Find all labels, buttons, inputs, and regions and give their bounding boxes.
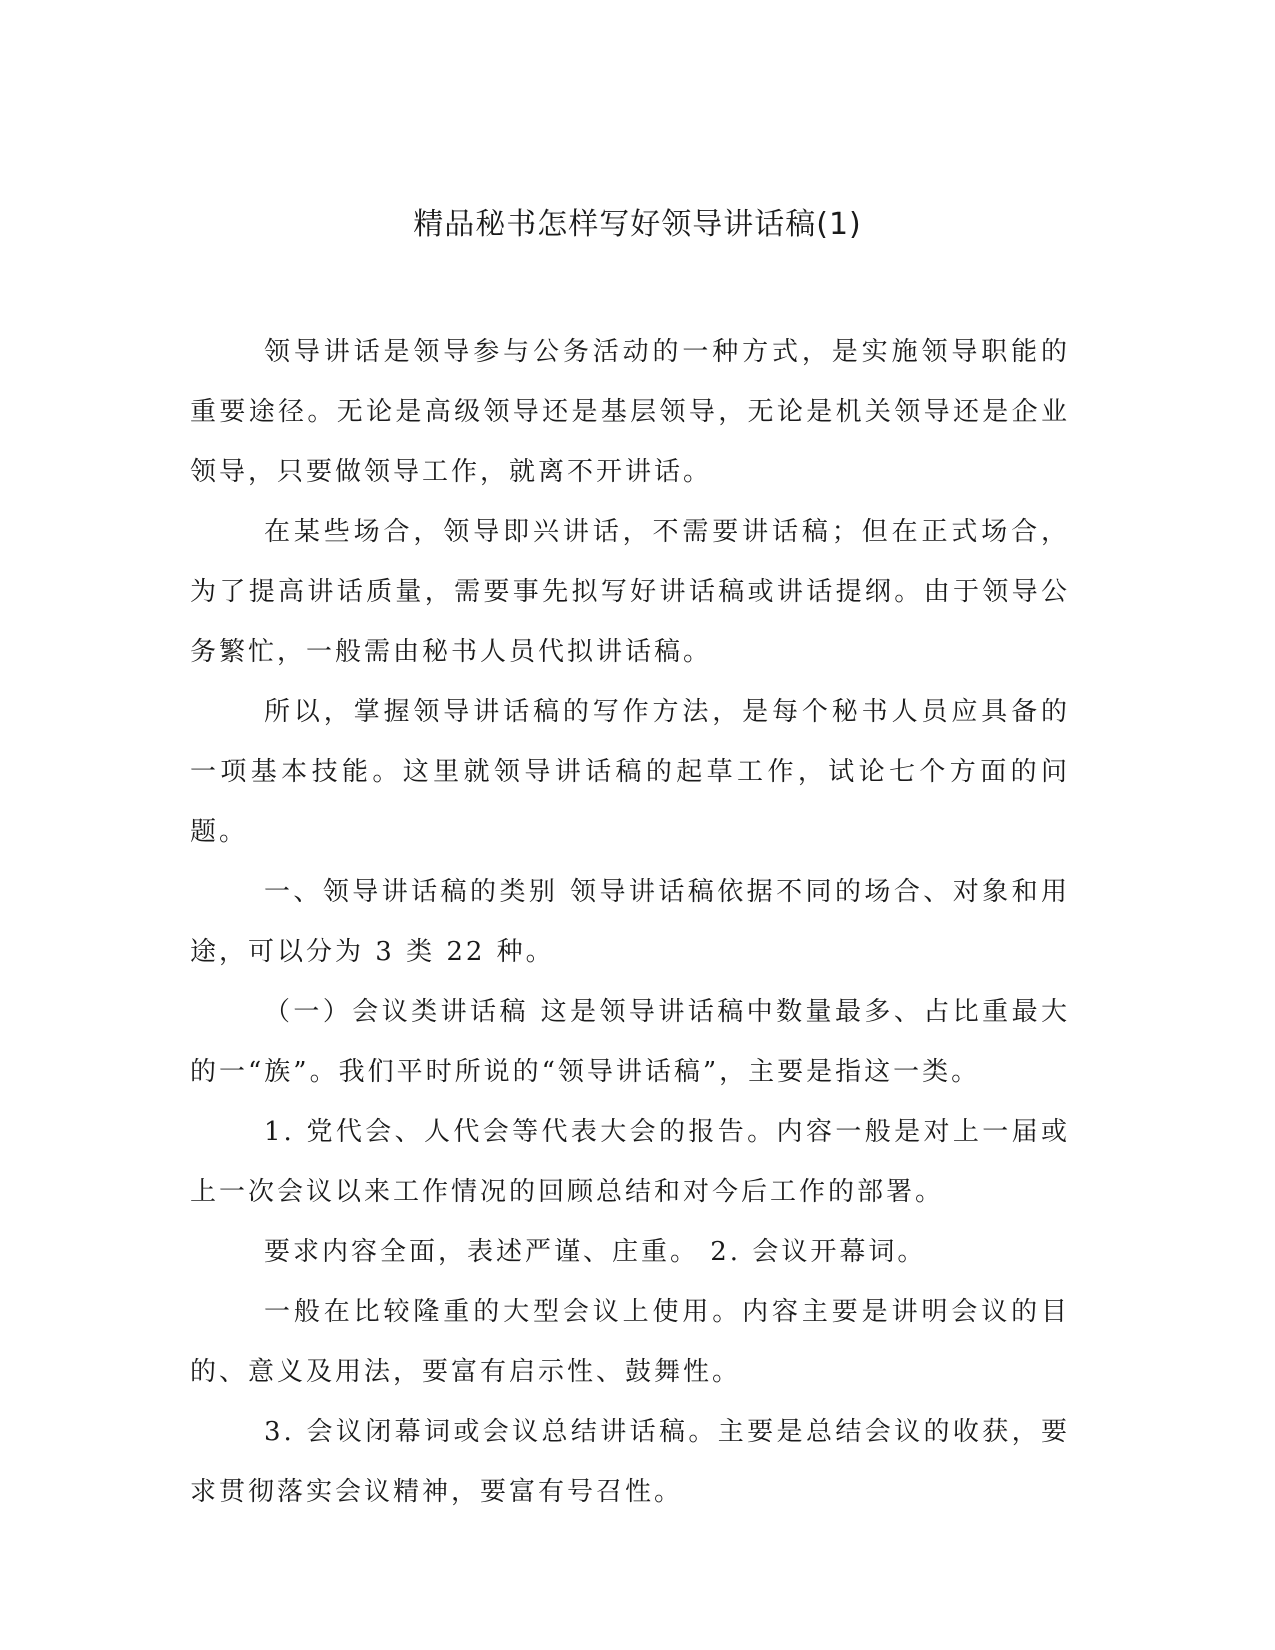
paragraph-2: 在某些场合，领导即兴讲话，不需要讲话稿；但在正式场合，为了提高讲话质量，需要事先拟写好讲话稿或讲话提纲。由于领导公务繁忙，一般需由秘书人员代拟讲话稿。 [190,517,1070,667]
document-title: 精品秘书怎样写好领导讲话稿(1) [413,207,862,242]
document-body [190,322,1070,1522]
paragraph-9: 3. 会议闭幕词或会议总结讲话稿。主要是总结会议的收获，要求贯彻落实会议精神，要富有号召性。 [190,1417,1070,1507]
paragraph-3: 所以，掌握领导讲话稿的写作方法，是每个秘书人员应具备的一项基本技能。这里就领导讲话稿的起草工作，试论七个方面的问题。 [190,697,1070,847]
paragraph-1: 领导讲话是领导参与公务活动的一种方式，是实施领导职能的重要途径。无论是高级领导还是基层领导，无论是机关领导还是企业领导，只要做领导工作，就离不开讲话。 [190,337,1070,487]
paragraph-5: （一）会议类讲话稿 这是领导讲话稿中数量最多、占比重最大的一“族”。我们平时所说的“领导讲话稿”，主要是指这一类。 [190,997,1070,1087]
paragraph-8: 一般在比较隆重的大型会议上使用。内容主要是讲明会议的目的、意义及用法，要富有启示性、鼓舞性。 [190,1297,1070,1387]
paragraph-7: 要求内容全面，表述严谨、庄重。 2. 会议开幕词。 [264,1237,927,1267]
paragraph-6: 1. 党代会、人代会等代表大会的报告。内容一般是对上一届或上一次会议以来工作情况的回顾总结和对今后工作的部署。 [190,1117,1070,1207]
paragraph-4: 一、领导讲话稿的类别 领导讲话稿依据不同的场合、对象和用途，可以分为 3 类 22 种。 [190,877,1070,967]
